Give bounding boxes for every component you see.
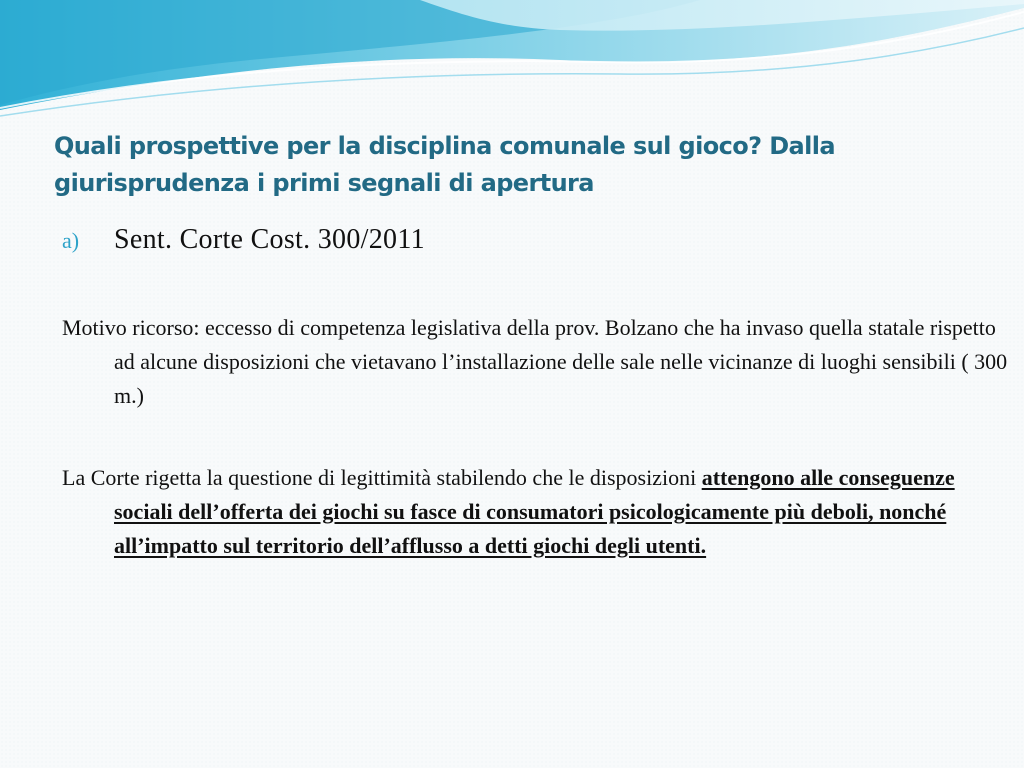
decorative-wave-header (0, 0, 1024, 120)
paragraph-corte-lead: La Corte rigetta la questione di legittimità stabilendo che le disposizioni (62, 465, 702, 490)
paragraph-corte (62, 461, 1014, 563)
paragraph-corte-emphasis: attengono alle conseguenze sociali dell’offerta dei giochi su fasce di consumatori psicologicamente più deboli, nonché all’impatto sul territorio dell’afflusso a detti giochi degli utenti. (114, 465, 955, 558)
list-marker: a) (62, 228, 80, 253)
slide-title: Quali prospettive per la disciplina comunale sul gioco? Dalla giurisprudenza i primi segnali di apertura (54, 132, 835, 197)
list-item-a (62, 224, 962, 256)
list-item-text: Sent. Corte Cost. 300/2011 (114, 224, 425, 255)
paragraph-ricorso: Motivo ricorso: eccesso di competenza legislativa della prov. Bolzano che ha invaso quella statale rispetto ad alcune disposizioni che vietavano l’installazione delle sale nelle vicinanze di luoghi sensibili ( 300 m.) (62, 315, 1008, 408)
